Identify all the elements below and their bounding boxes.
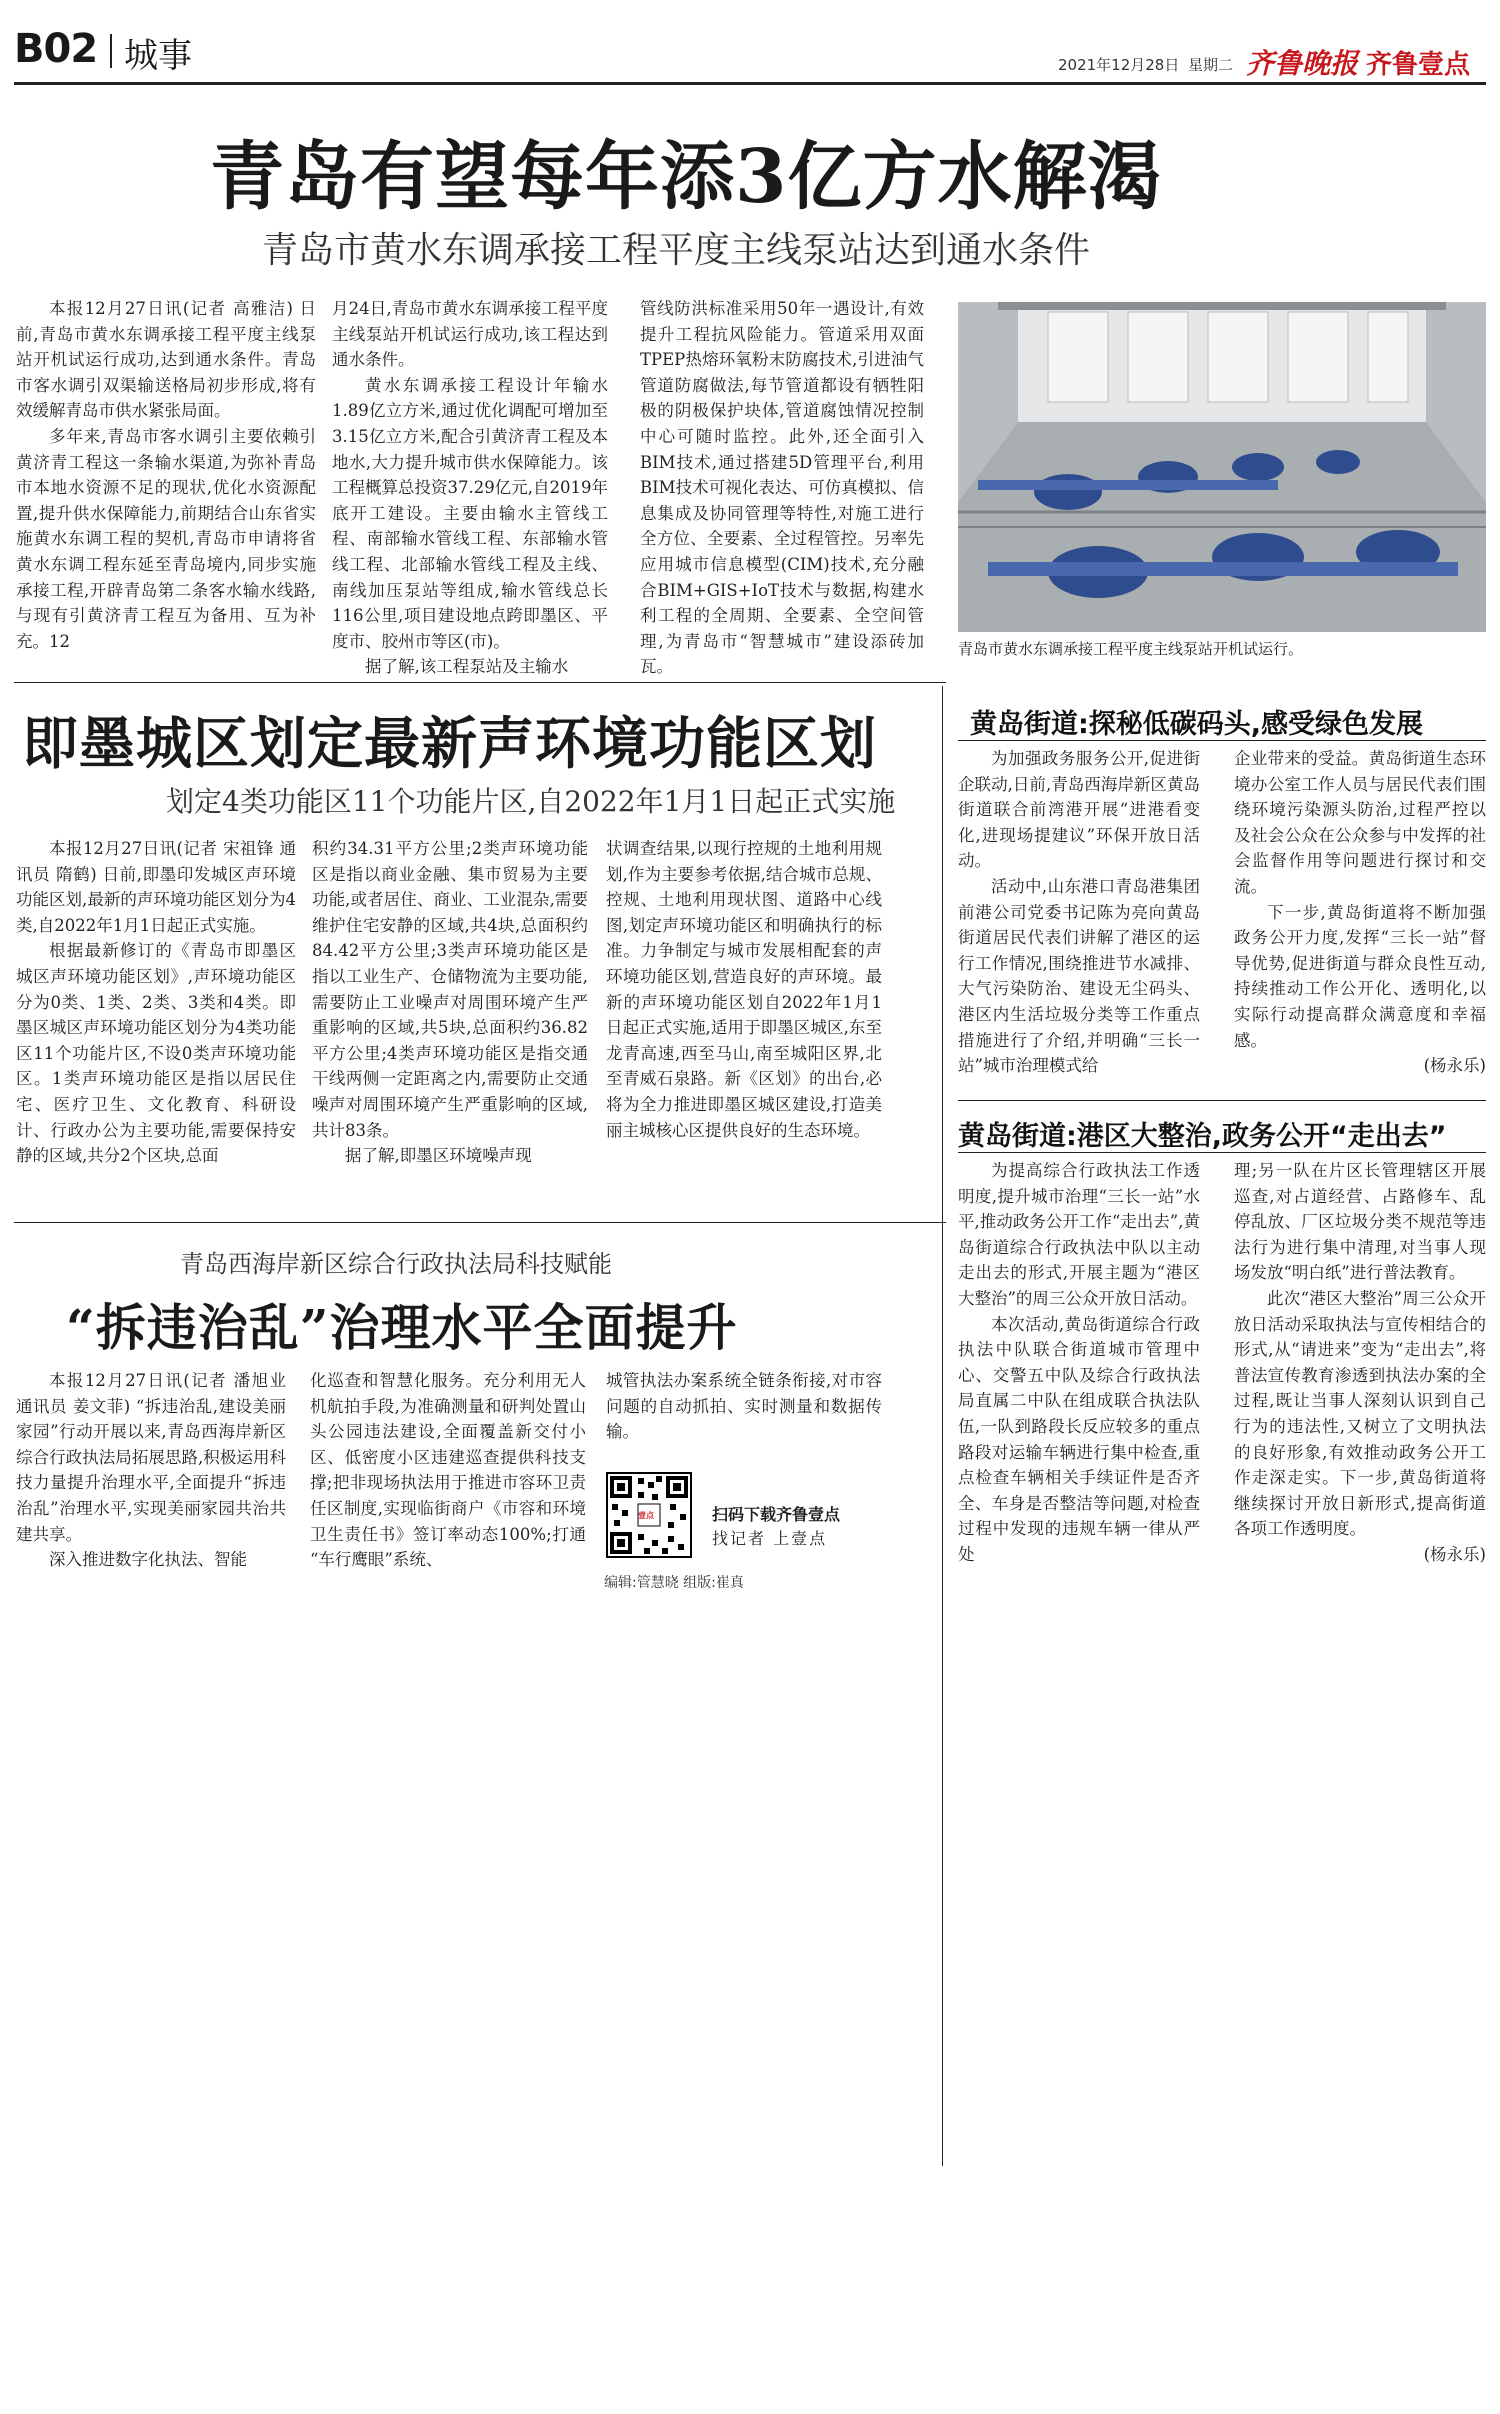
qr-code[interactable] — [606, 1472, 692, 1558]
qr-caption-line1: 扫码下载齐鲁壹点 — [712, 1505, 841, 1524]
article3-column-1 — [16, 1368, 286, 1573]
article2-column-3 — [606, 836, 882, 1143]
issue-weekday: 星期二 — [1188, 56, 1234, 74]
article4-paragraph: 下一步,黄岛街道将不断加强政务公开力度,发挥“三长一站”督导优势,促进街道与群众良性互动,持续推动工作公开化、透明化,以实际行动提高群众满意度和幸福感。 — [1234, 902, 1486, 1050]
issue-date: 2021年12月28日 — [1058, 56, 1180, 74]
article4-byline: (杨永乐) — [1423, 1056, 1486, 1076]
article3-kicker: 青岛西海岸新区综合行政执法局科技赋能 — [180, 1250, 612, 1278]
page-number: B02 — [14, 26, 98, 72]
article2-column-2 — [312, 836, 588, 1169]
article3-column-2 — [310, 1368, 586, 1573]
article5-paragraph: 此次“港区大整治”周三公众开放日活动采取执法与宣传相结合的形式,从“请进来”变为“走出去”,将普法宣传教育渗透到执法办案的全过程,既让当事人深刻认识到自己行为的违法性,又树立了文明执法的良好形象,有效推动政务公开工作走深走实。下一步,黄岛街道将继续探讨开放日新形式,提高街道各项工作透明度。 — [1234, 1288, 1486, 1539]
article4-bottom-rule — [958, 1100, 1486, 1101]
article2-paragraph: 积约34.31平方公里;2类声环境功能区是指以商业金融、集市贸易为主要功能,或者居住、商业、工业混杂,需要维护住宅安静的区域,共4块,总面积约84.42平方公里;3类声环境功能区是指以工业生产、仓储物流为主要功能,需要防止工业噪声对周围环境产生严重影响的区域,共5块,总面积约36.82平方公里;4类声环境功能区是指交通干线两侧一定距离之内,需要防止交通噪声对周围环境产生严重影响的区域,共计83条。 — [312, 839, 588, 1140]
article2-paragraph: 据了解,即墨区环境噪声现 — [345, 1146, 532, 1166]
article3-paragraph: 本报12月27日讯(记者 潘旭业 通讯员 姜文菲) “拆违治乱,建设美丽家园”行动开展以来,青岛西海岸新区综合行政执法局拓展思路,积极运用科技力量提升治理水平,全面提升“拆违治乱”治理水平,实现美丽家园共治共建共享。 — [16, 1371, 286, 1544]
right-column-divider — [942, 686, 943, 2166]
article2-paragraph: 根据最新修订的《青岛市即墨区城区声环境功能区划》,声环境功能区分为0类、1类、2类、3类和4类。即墨区城区声环境功能区划分为4类功能区11个功能片区,不设0类声环境功能区。1类声环境功能区是指以居民住宅、医疗卫生、文化教育、科研设计、行政办公为主要功能,需要保持安静的区域,共分2个区块,总面 — [16, 941, 296, 1166]
article1-headline: 青岛有望每年添3亿方水解渴 — [210, 134, 1163, 220]
pump-station-photo — [958, 302, 1486, 632]
article1-paragraph: 月24日,青岛市黄水东调承接工程平度主线泵站开机试运行成功,该工程达到通水条件。 — [332, 299, 608, 370]
article4-column-2 — [1234, 746, 1486, 1079]
article1-bottom-rule — [14, 682, 946, 683]
article3-column-3 — [606, 1368, 882, 1445]
article1-column-3 — [640, 296, 924, 680]
qr-center-label: 壹点 — [638, 1511, 654, 1520]
article5-top-rule — [958, 1152, 1486, 1153]
article5-column-2 — [1234, 1158, 1486, 1568]
article4-top-rule — [958, 740, 1486, 741]
article1-paragraph: 据了解,该工程泵站及主输水 — [365, 657, 569, 677]
qr-caption-line2: 找记者 上壹点 — [712, 1529, 828, 1548]
article5-byline: (杨永乐) — [1423, 1544, 1486, 1564]
article1-subheadline: 青岛市黄水东调承接工程平度主线泵站达到通水条件 — [262, 230, 1091, 271]
article1-paragraph: 管线防洪标准采用50年一遇设计,有效提升工程抗风险能力。管道采用双面TPEP热熔环氧粉末防腐技术,引进油气管道防腐做法,每节管道都设有牺牲阳极的阴极保护块体,管道腐蚀情况控制中心可随时监控。此外,还全面引入BIM技术,通过搭建5D管理平台,利用BIM技术可视化表达、可仿真模拟、信息集成及协同管理等特性,对施工进行全方位、全要素、全过程管控。另率先应用城市信息模型(CIM)技术,充分融合BIM+GIS+IoT技术与数据,构建水利工程的全周期、全要素、全空间管理,为青岛市“智慧城市”建设添砖加瓦。 — [640, 299, 924, 677]
header-rule — [14, 82, 1486, 85]
article2-paragraph: 本报12月27日讯(记者 宋祖锋 通讯员 隋鹤) 日前,即墨印发城区声环境功能区划,最新的声环境功能区划分为4类,自2022年1月1日起正式实施。 — [16, 839, 296, 935]
article5-headline: 黄岛街道:港区大整治,政务公开“走出去” — [958, 1121, 1447, 1152]
article4-column-1 — [958, 746, 1200, 1079]
article4-paragraph: 为加强政务服务公开,促进街企联动,日前,青岛西海岸新区黄岛街道联合前湾港开展“进港看变化,进现场提建议”环保开放日活动。 — [958, 749, 1200, 871]
brand-logo-qilu-evening: 齐鲁晚报 — [1246, 47, 1359, 80]
photo-caption: 青岛市黄水东调承接工程平度主线泵站开机试运行。 — [958, 640, 1304, 658]
article2-bottom-rule — [14, 1222, 946, 1223]
article3-paragraph: 城管执法办案系统全链条衔接,对市容问题的自动抓拍、实时测量和数据传输。 — [606, 1371, 882, 1442]
section-name: 城事 — [124, 36, 192, 76]
article2-headline: 即墨城区划定最新声环境功能区划 — [22, 711, 877, 777]
article1-column-1 — [16, 296, 316, 654]
article1-paragraph: 多年来,青岛市客水调引主要依赖引黄济青工程这一条输水渠道,为弥补青岛市本地水资源不足的现状,优化水资源配置,提升供水保障能力,前期结合山东省实施黄水东调工程的契机,青岛市申请将省黄水东调工程东延至青岛境内,同步实施承接工程,开辟青岛第二条客水输水线路,与现有引黄济青工程互为备用、互为补充。12 — [16, 426, 316, 651]
article4-paragraph: 活动中,山东港口青岛港集团前港公司党委书记陈为亮向黄岛街道居民代表们讲解了港区的运行工作情况,围绕推进节水减排、大气污染防治、建设无尘码头、港区内生活垃圾分类等工作重点措施进行了介绍,并明确“三长一站”城市治理模式给 — [958, 876, 1200, 1076]
editor-credit: 编辑:管慧晓 组版:崔真 — [604, 1575, 744, 1591]
article1-paragraph: 黄水东调承接工程设计年输水1.89亿立方米,通过优化调配可增加至3.15亿立方米,配合引黄济青工程及本地水,大力提升城市供水保障能力。该工程概算总投资37.29亿元,自2019年底开工建设。主要由输水主管线工程、南部输水管线工程、东部输水管线工程、北部输水管线工程及主线、南线加压泵站等组成,输水管线总长116公里,项目建设地点跨即墨区、平度市、胶州市等区(市)。 — [332, 375, 608, 651]
article5-paragraph: 本次活动,黄岛街道综合行政执法中队联合街道城市管理中心、交警五中队及综合行政执法局直属二中队在组成联合执法队伍,一队到路段长反应较多的重点路段对运输车辆进行集中检查,重点检查车辆相关手续证件是否齐全、车身是否整洁等问题,对检查过程中发现的违规车辆一律从严处 — [958, 1314, 1200, 1564]
article2-subheadline: 划定4类功能区11个功能片区,自2022年1月1日起正式实施 — [166, 785, 896, 818]
article1-column-2 — [332, 296, 608, 680]
article4-headline: 黄岛街道:探秘低碳码头,感受绿色发展 — [970, 709, 1424, 740]
article4-paragraph: 企业带来的受益。黄岛街道生态环境办公室工作人员与居民代表们围绕环境污染源头防治,过程严控以及社会公众在公众参与中发挥的社会监督作用等问题进行探讨和交流。 — [1234, 749, 1486, 896]
brand-logo-qilu-yidian: 齐鲁壹点 — [1366, 50, 1471, 80]
article5-paragraph: 理;另一队在片区长管理辖区开展巡查,对占道经营、占路修车、乱停乱放、厂区垃圾分类不规范等违法行为进行集中清理,对当事人现场发放“明白纸”进行普法教育。 — [1234, 1161, 1486, 1283]
article3-paragraph: 化巡查和智慧化服务。充分利用无人机航拍手段,为准确测量和研判处置山头公园违法建设,全面覆盖新交付小区、低密度小区违建巡查提供科技支撑;把非现场执法用于推进市容环卫责任区制度,实现临街商户《市容和环境卫生责任书》签订率动态100%;打通 “车行鹰眼”系统、 — [310, 1371, 586, 1570]
article2-paragraph: 状调查结果,以现行控规的土地利用规划,作为主要参考依据,结合城市总规、控规、土地利用现状图、道路中心线图,划定声环境功能区和明确执行的标准。力争制定与城市发展相配套的声环境功能区划,营造良好的声环境。最新的声环境功能区划自2022年1月1日起正式实施,适用于即墨区城区,东至龙青高速,西至马山,南至城阳区界,北至青威石泉路。新《区划》的出台,必将为全力推进即墨区城区建设,打造美丽主城核心区提供良好的生态环境。 — [606, 839, 882, 1140]
article3-headline: “拆违治乱”治理水平全面提升 — [66, 1298, 738, 1357]
article3-paragraph: 深入推进数字化执法、智能 — [49, 1550, 247, 1570]
article5-paragraph: 为提高综合行政执法工作透明度,提升城市治理“三长一站”水平,推动政务公开工作“走出去”,黄岛街道综合行政执法中队以主动走出去的形式,开展主题为“港区大整治”的周三公众开放日活动。 — [958, 1161, 1200, 1308]
article5-column-1 — [958, 1158, 1200, 1568]
header-divider-vertical — [110, 34, 112, 68]
article2-column-1 — [16, 836, 296, 1169]
article1-paragraph: 本报12月27日讯(记者 高雅洁) 日前,青岛市黄水东调承接工程平度主线泵站开机试运行成功,达到通水条件。青岛市客水调引双渠输送格局初步形成,将有效缓解青岛市供水紧张局面。 — [16, 299, 316, 421]
